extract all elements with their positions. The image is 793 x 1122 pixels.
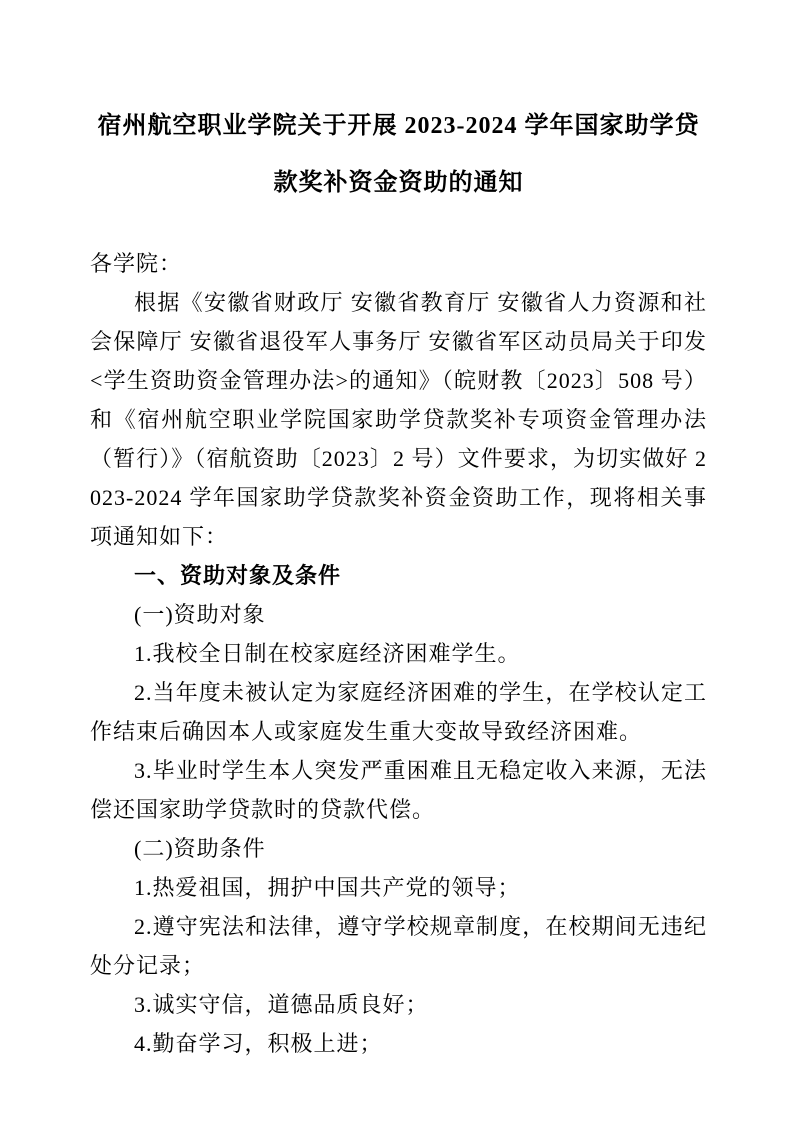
document-body — [90, 244, 707, 1063]
paragraph-item: 2.遵守宪法和法律，遵守学校规章制度，在校期间无违纪处分记录； — [90, 914, 707, 978]
paragraph-body: 根据《安徽省财政厅 安徽省教育厅 安徽省人力资源和社会保障厅 安徽省退役军人事务厅 安徽省军区动员局关于印发<学生资助资金管理办法>的通知》（皖财教〔2023〕508 号）和《宿州航空职业学院国家助学贷款奖补专项资金管理办法（暂行）》（宿航资助〔2023〕2 号）文件要求，为切实做好 2023-2024 学年国家助学贷款奖补资金资助工作，现将相关事项通知如下： — [90, 290, 707, 549]
paragraph-item: 4.勤奋学习，积极上进； — [134, 1031, 383, 1056]
paragraph-salutation: 各学院： — [90, 251, 183, 276]
paragraph-item: 3.毕业时学生本人突发严重困难且无稳定收入来源，无法偿还国家助学贷款时的贷款代偿。 — [90, 758, 707, 822]
paragraph-heading1: 一、资助对象及条件 — [134, 563, 342, 588]
document-title: 宿州航空职业学院关于开展 2023-2024 学年国家助学贷款奖补资金资助的通知 — [97, 113, 700, 196]
paragraph-item: 2.当年度未被认定为家庭经济困难的学生，在学校认定工作结束后确因本人或家庭发生重大变故导致经济困难。 — [90, 680, 707, 744]
paragraph-item: 1.热爱祖国，拥护中国共产党的领导； — [134, 875, 521, 900]
paragraph-item: 3.诚实守信，道德品质良好； — [134, 992, 429, 1017]
paragraph-subheading: (二)资助条件 — [134, 836, 266, 861]
paragraph-item: 1.我校全日制在校家庭经济困难学生。 — [134, 641, 521, 666]
paragraph-subheading: (一)资助对象 — [134, 602, 266, 627]
